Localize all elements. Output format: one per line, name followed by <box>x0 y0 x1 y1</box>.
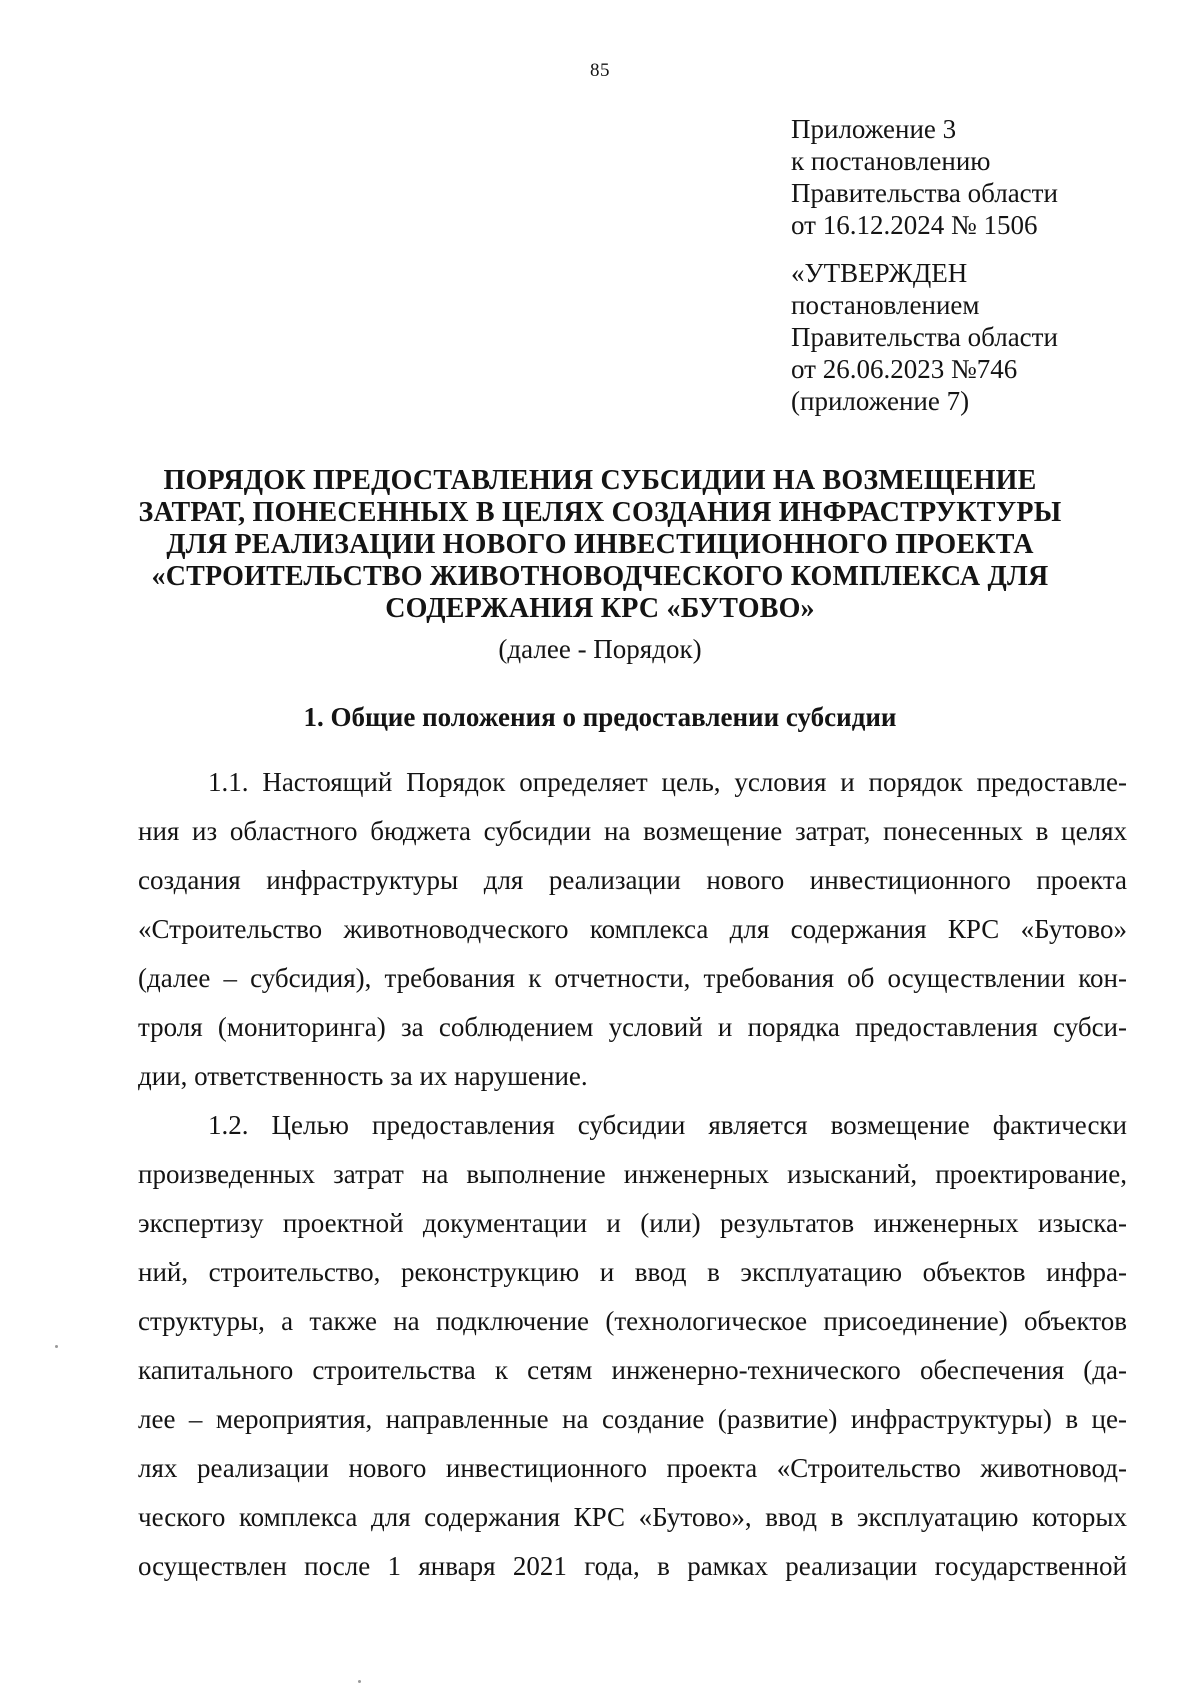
paragraph-line: ний, строительство, реконструкцию и ввод в эксплуатацию объектов инфра- <box>138 1257 1127 1287</box>
document-title <box>100 465 1100 625</box>
appendix-line: к постановлению <box>791 146 991 176</box>
paragraph-line: создания инфраструктуры для реализации нового инвестиционного проекта <box>138 865 1127 895</box>
paragraph-1-1 <box>138 758 1127 1101</box>
paragraph-line: 1.1. Настоящий Порядок определяет цель, условия и порядок предоставле- <box>208 767 1127 797</box>
paragraph-line: структуры, а также на подключение (технологическое присоединение) объектов <box>138 1306 1127 1336</box>
appendix-line: от 16.12.2024 № 1506 <box>791 210 1038 240</box>
paragraph-1-2 <box>138 1101 1127 1591</box>
document-title-note: (далее - Порядок) <box>498 634 702 664</box>
paragraph-line: (далее – субсидия), требования к отчетности, требования об осуществлении кон- <box>138 963 1127 993</box>
appendix-block <box>791 113 1058 241</box>
document-title-line: СОДЕРЖАНИЯ КРС «БУТОВО» <box>385 593 815 624</box>
approval-line: «УТВЕРЖДЕН <box>791 258 968 288</box>
scan-speck <box>358 1680 361 1683</box>
paragraph-line: троля (мониторинга) за соблюдением условий и порядка предоставления субси- <box>138 1012 1127 1042</box>
scan-speck <box>55 1345 58 1348</box>
approval-line: от 26.06.2023 №746 <box>791 354 1018 384</box>
paragraph-line: осуществлен после 1 января 2021 года, в рамках реализации государственной <box>138 1551 1127 1581</box>
paragraph-line: ческого комплекса для содержания КРС «Бутово», ввод в эксплуатацию которых <box>138 1502 1127 1532</box>
approval-block <box>791 257 1058 417</box>
document-title-line: «СТРОИТЕЛЬСТВО ЖИВОТНОВОДЧЕСКОГО КОМПЛЕКСА ДЛЯ <box>151 561 1049 592</box>
page-number: 85 <box>590 60 610 81</box>
paragraph-line: лее – мероприятия, направленные на создание (развитие) инфраструктуры) в це- <box>138 1404 1127 1434</box>
approval-line: Правительства области <box>791 322 1058 352</box>
paragraph-line: «Строительство животноводческого комплекса для содержания КРС «Бутово» <box>138 914 1127 944</box>
paragraph-line: 1.2. Целью предоставления субсидии является возмещение фактически <box>208 1110 1127 1140</box>
appendix-line: Приложение 3 <box>791 114 957 144</box>
section-heading: 1. Общие положения о предоставлении субсидии <box>303 702 897 732</box>
document-title-line: ЗАТРАТ, ПОНЕСЕННЫХ В ЦЕЛЯХ СОЗДАНИЯ ИНФРАСТРУКТУРЫ <box>138 497 1062 528</box>
paragraph-line: лях реализации нового инвестиционного проекта «Строительство животновод- <box>138 1453 1127 1483</box>
document-title-line: ПОРЯДОК ПРЕДОСТАВЛЕНИЯ СУБСИДИИ НА ВОЗМЕЩЕНИЕ <box>163 465 1037 496</box>
paragraph-line: дии, ответственность за их нарушение. <box>138 1061 588 1091</box>
paragraph-line: произведенных затрат на выполнение инженерных изысканий, проектирование, <box>138 1159 1127 1189</box>
appendix-line: Правительства области <box>791 178 1058 208</box>
paragraph-line: ния из областного бюджета субсидии на возмещение затрат, понесенных в целях <box>138 816 1127 846</box>
paragraph-line: экспертизу проектной документации и (или) результатов инженерных изыска- <box>138 1208 1127 1238</box>
paragraph-line: капитального строительства к сетям инженерно-технического обеспечения (да- <box>138 1355 1127 1385</box>
approval-line: (приложение 7) <box>791 386 970 416</box>
approval-line: постановлением <box>791 290 980 320</box>
document-title-line: ДЛЯ РЕАЛИЗАЦИИ НОВОГО ИНВЕСТИЦИОННОГО ПРОЕКТА <box>166 529 1034 560</box>
